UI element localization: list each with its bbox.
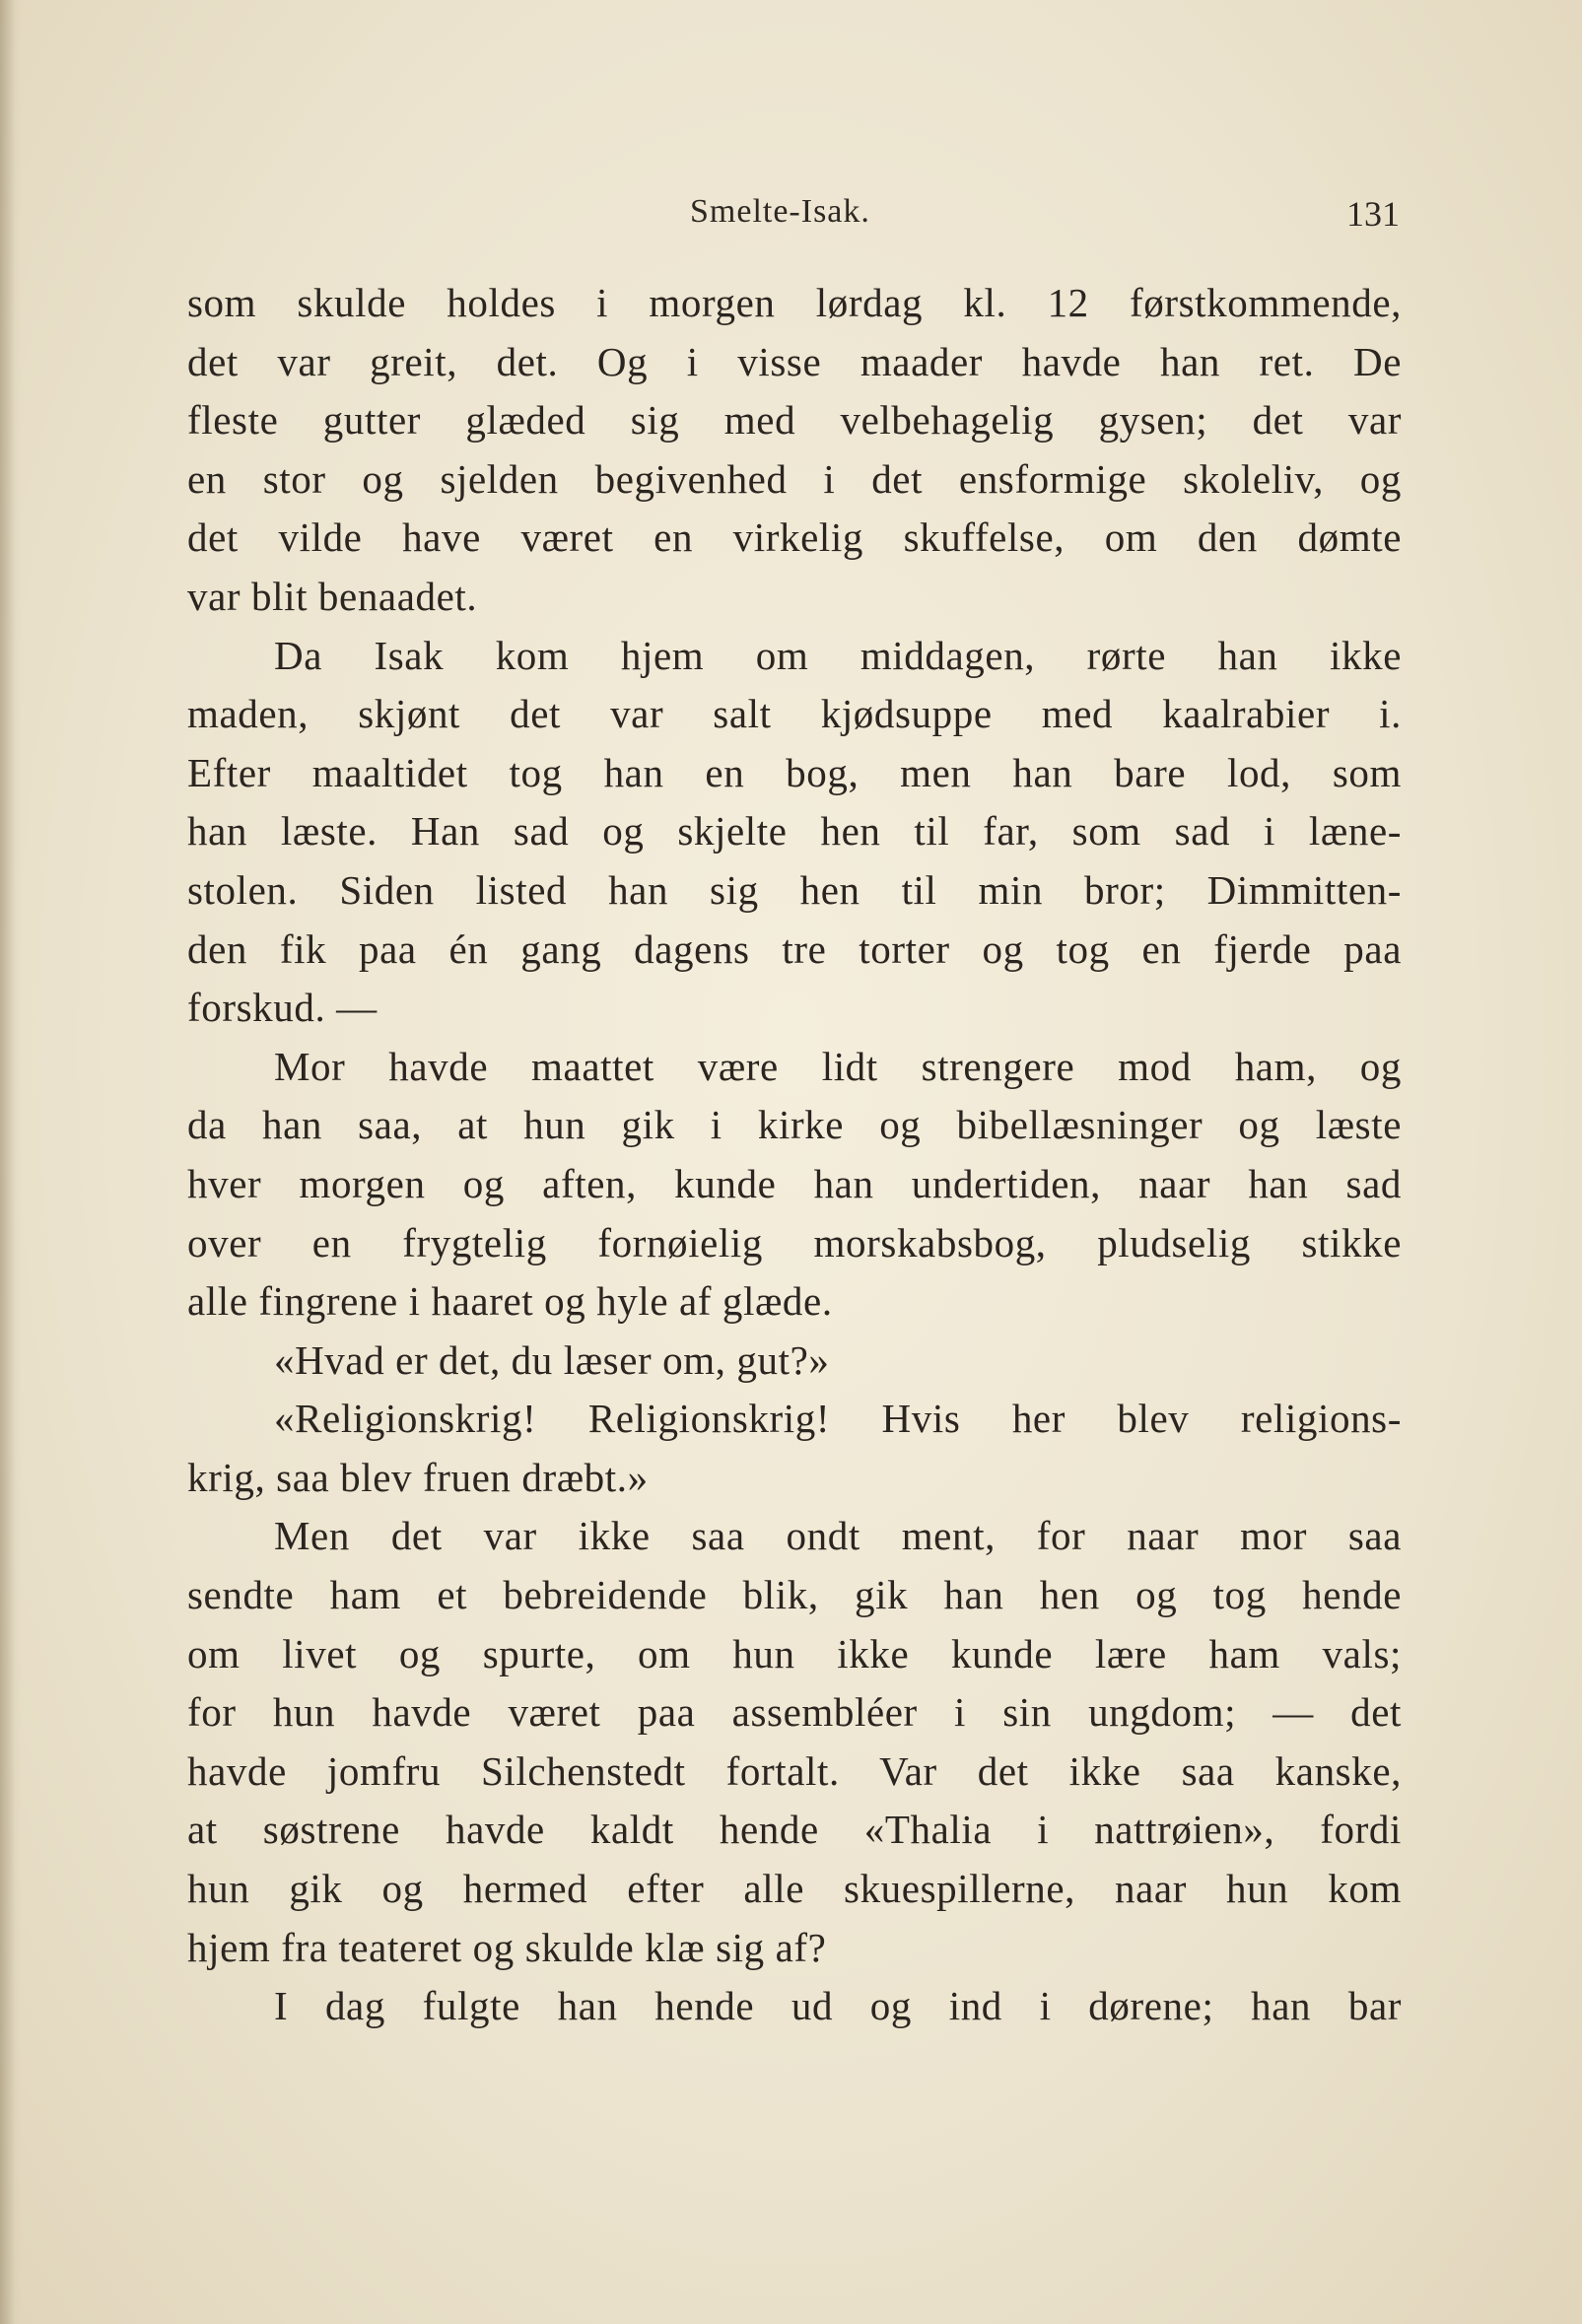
text-line: at søstrene havde kaldt hende «Thalia i nattrøien», fordi <box>187 1807 1402 1853</box>
text-line: var blit benaadet. <box>187 573 478 619</box>
text-line: hun gik og hermed efter alle skuespillerne, naar hun kom <box>187 1866 1402 1912</box>
body-text <box>187 274 1402 2036</box>
text-line: hjem fra teateret og skulde klæ sig af? <box>187 1924 827 1970</box>
text-line: han læste. Han sad og skjelte hen til far, som sad i læne- <box>187 808 1402 854</box>
running-header <box>187 193 1400 244</box>
text-line: som skulde holdes i morgen lørdag kl. 12 førstkommende, <box>187 280 1402 325</box>
text-line: om livet og spurte, om hun ikke kunde lære ham vals; <box>187 1630 1402 1676</box>
text-line: I dag fulgte han hende ud og ind i dørene; han bar <box>274 1983 1402 2029</box>
text-line: sendte ham et bebreidende blik, gik han hen og tog hende <box>187 1572 1402 1618</box>
text-line: Men det var ikke saa ondt ment, for naar mor saa <box>274 1513 1402 1559</box>
text-line: krig, saa blev fruen dræbt.» <box>187 1454 649 1500</box>
text-line: en stor og sjelden begivenhed i det ensformige skoleliv, og <box>187 455 1402 502</box>
text-line: havde jomfru Silchenstedt fortalt. Var det ikke saa kanske, <box>187 1747 1402 1794</box>
running-title: Smelte-Isak. <box>690 193 870 230</box>
text-line: da han saa, at hun gik i kirke og bibellæsninger og læste <box>187 1102 1402 1148</box>
page-number: 131 <box>1346 194 1400 234</box>
text-line: forskud. — <box>187 985 378 1031</box>
text-line: for hun havde været paa assembléer i sin ungdom; — det <box>187 1689 1402 1736</box>
text-line: stolen. Siden listed han sig hen til min bror; Dimmitten- <box>187 866 1402 913</box>
text-line: over en frygtelig fornøielig morskabsbog, pludselig stikke <box>187 1219 1402 1265</box>
text-line: Efter maaltidet tog han en bog, men han bare lod, som <box>187 749 1402 795</box>
text-line: «Religionskrig! Religionskrig! Hvis her blev religions- <box>274 1396 1402 1442</box>
text-line: maden, skjønt det var salt kjødsuppe med kaalrabier i. <box>187 691 1402 737</box>
text-line: Da Isak kom hjem om middagen, rørte han ikke <box>274 632 1402 678</box>
text-line: det var greit, det. Og i visse maader havde han ret. De <box>187 338 1402 384</box>
text-line: Mor havde maattet være lidt strengere mod ham, og <box>274 1043 1402 1089</box>
text-line: det vilde have været en virkelig skuffelse, om den dømte <box>187 514 1402 561</box>
page-binding-shadow <box>0 0 22 2324</box>
text-line: «Hvad er det, du læser om, gut?» <box>274 1336 830 1383</box>
text-line: fleste gutter glæded sig med velbehagelig gysen; det var <box>187 397 1402 444</box>
text-line: alle fingrene i haaret og hyle af glæde. <box>187 1278 833 1325</box>
text-line: hver morgen og aften, kunde han undertiden, naar han sad <box>187 1160 1402 1206</box>
text-line: den fik paa én gang dagens tre torter og tog en fjerde paa <box>187 925 1402 972</box>
